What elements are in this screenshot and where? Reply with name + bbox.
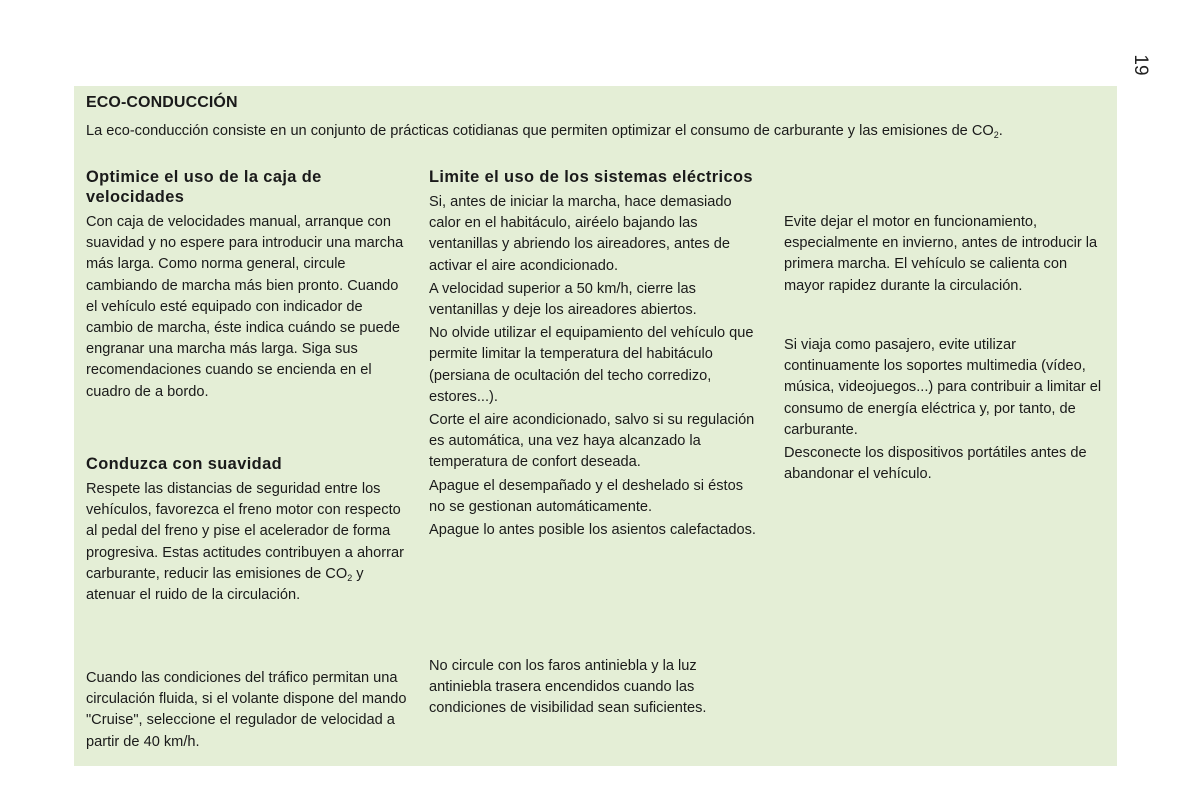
heading-smooth-driving: Conduzca con suavidad [86, 455, 283, 473]
electrical-paragraph-1: Si, antes de iniciar la marcha, hace demasiado calor en el habitáculo, airéelo bajando las ventanillas y abriendo los aireadores, antes de activar el aire acondicionado. [429, 194, 732, 274]
section-title: ECO-CONDUCCIÓN [86, 94, 238, 111]
heading-gearbox: Optimice el uso de la caja de velocidades [86, 168, 322, 206]
fog-lights-paragraph: No circule con los faros antiniebla y la luz antiniebla trasera encendidos cuando las condiciones de visibilidad sean suficientes. [429, 658, 707, 717]
electrical-paragraph-5: Apague el desempañado y el deshelado si éstos no se gestionan automáticamente. [429, 477, 743, 515]
intro-subscript: 2 [993, 130, 999, 140]
smooth-driving-text-b: y atenuar el ruido de la circulación. [86, 565, 364, 604]
electrical-paragraph-3: No olvide utilizar el equipamiento del vehículo que permite limitar la temperatura del habitáculo (persiana de ocultación del techo corredizo, estores...). [429, 325, 754, 405]
heading-electrical: Limite el uso de los sistemas eléctricos [429, 168, 753, 186]
portable-devices-paragraph: Desconecte los dispositivos portátiles antes de abandonar el vehículo. [784, 445, 1087, 483]
smooth-driving-paragraph [86, 479, 411, 606]
intro-end: . [998, 123, 1003, 139]
column-smooth-driving [86, 454, 411, 606]
intro-paragraph [86, 121, 1096, 142]
engine-idle-paragraph: Evite dejar el motor en funcionamiento, especialmente en invierno, antes de introducir la primera marcha. El vehículo se calienta con mayor rapidez durante la circulación. [784, 214, 1098, 294]
page-number: 19 [1130, 54, 1151, 76]
intro-text: La eco-conducción consiste en un conjunto de prácticas cotidianas que permiten optimizar el consumo de carburante y las emisiones de CO [86, 123, 994, 139]
electrical-paragraph-6: Apague lo antes posible los asientos calefactados. [429, 522, 756, 539]
electrical-paragraph-2: A velocidad superior a 50 km/h, cierre las ventanillas y deje los aireadores abiertos. [429, 280, 697, 319]
multimedia-paragraph: Si viaja como pasajero, evite utilizar continuamente los soportes multimedia (vídeo, música, videojuegos...) para contribuir a limitar el consumo de energía eléctrica y, por tanto, de carburante. [784, 337, 1102, 438]
column-engine-idle [784, 212, 1104, 297]
column-fog-lights [429, 656, 759, 720]
column-multimedia [784, 335, 1104, 485]
eco-driving-panel [74, 86, 1117, 766]
column-electrical [429, 167, 759, 541]
column-gearbox [86, 167, 411, 403]
electrical-paragraph-4: Corte el aire acondicionado, salvo si su regulación es automática, una vez haya alcanzado la temperatura de confort deseada. [429, 412, 755, 471]
column-cruise [86, 668, 411, 753]
gearbox-paragraph: Con caja de velocidades manual, arranque con suavidad y no espere para introducir una marcha más larga. Como norma general, circule cambiando de marcha más bien pronto. Cuando el vehículo esté equipado con indicador de cambio de marcha, éste indica cuándo se puede engranar una marcha más larga. Siga sus recomendaciones cuando se encienda en el cuadro de a bordo. [86, 214, 404, 400]
smooth-driving-text-a: Respete las distancias de seguridad entre los vehículos, favorezca el freno motor con respecto al pedal del freno y pise el acelerador de forma progresiva. Estas actitudes contribuyen a ahorrar carburante, reducir las emisiones de CO [86, 481, 404, 582]
smooth-driving-subscript: 2 [347, 572, 353, 583]
cruise-paragraph: Cuando las condiciones del tráfico permitan una circulación fluida, si el volante dispone del mando "Cruise", seleccione el regulador de velocidad a partir de 40 km/h. [86, 670, 407, 750]
